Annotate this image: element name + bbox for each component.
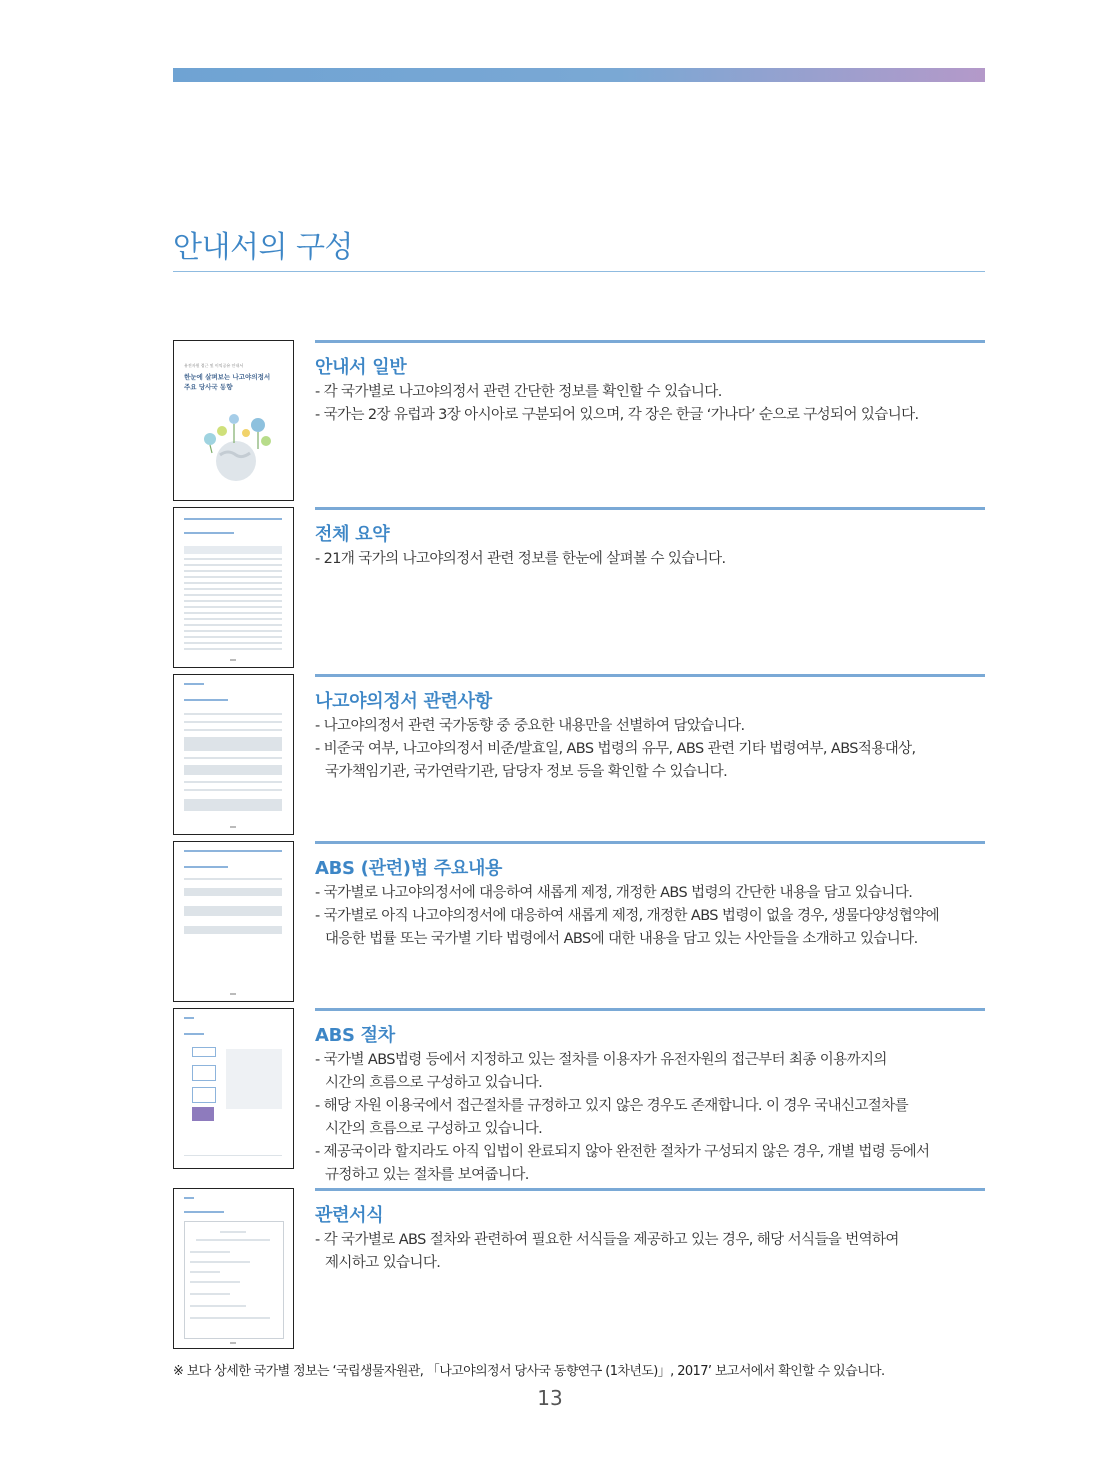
- thumbnail-nagoya-matters: [173, 674, 294, 835]
- thumbnail-cover-title-line1: 한눈에 살펴보는 나고야의정서: [184, 373, 271, 381]
- section-content: [315, 1188, 985, 1275]
- section-line: 국가책임기관, 국가연락기관, 담당자 정보 등을 확인할 수 있습니다.: [325, 764, 728, 780]
- section-rule: [315, 1008, 985, 1011]
- section-line: - 국가는 2장 유럽과 3장 아시아로 구분되어 있으며, 각 장은 한글 ‘가나다’ 순으로 구성되어 있습니다.: [315, 407, 919, 423]
- section-abs-law: [173, 841, 985, 1003]
- globe-flowers-icon: [196, 403, 276, 483]
- section-guide-general: [173, 340, 985, 502]
- section-abs-procedure: [173, 1008, 985, 1183]
- section-rule: [315, 841, 985, 844]
- section-line: - 각 국가별로 나고야의정서 관련 간단한 정보를 확인할 수 있습니다.: [315, 384, 722, 400]
- section-heading: 나고야의정서 관련사항: [315, 691, 492, 712]
- section-content: [315, 841, 985, 951]
- footnote: ※ 보다 상세한 국가별 정보는 ‘국립생물자원관, 「나고야의정서 당사국 동향연구 (1차년도)」, 2017’ 보고서에서 확인할 수 있습니다.: [173, 1364, 885, 1379]
- thumbnail-forms: [173, 1188, 294, 1349]
- section-line: - 비준국 여부, 나고야의정서 비준/발효일, ABS 법령의 유무, ABS 관련 기타 법령여부, ABS적용대상,: [315, 741, 916, 757]
- section-rule: [315, 340, 985, 343]
- thumbnail-abs-procedure: [173, 1008, 294, 1169]
- section-forms: [173, 1188, 985, 1350]
- section-line: 시간의 흐름으로 구성하고 있습니다.: [325, 1121, 543, 1137]
- thumbnail-cover-small-text: 유전자원 접근 및 이익공유 안내서: [184, 363, 244, 368]
- section-line: 규정하고 있는 절차를 보여줍니다.: [325, 1167, 529, 1183]
- thumbnail-summary-table: [173, 507, 294, 668]
- section-line: - 나고야의정서 관련 국가동향 중 중요한 내용만을 선별하여 담았습니다.: [315, 718, 745, 734]
- section-line: - 각 국가별로 ABS 절차와 관련하여 필요한 서식들을 제공하고 있는 경우, 해당 서식들을 번역하여: [315, 1232, 899, 1248]
- page-title: 안내서의 구성: [173, 230, 353, 265]
- thumbnail-cover-title-line2: 주요 당사국 동향: [184, 383, 233, 391]
- section-line: - 국가별 ABS법령 등에서 지정하고 있는 절차를 이용자가 유전자원의 접근부터 최종 이용까지의: [315, 1052, 887, 1068]
- section-content: [315, 340, 985, 427]
- section-line: - 국가별로 나고야의정서에 대응하여 새롭게 제정, 개정한 ABS 법령의 간단한 내용을 담고 있습니다.: [315, 885, 913, 901]
- section-line: - 21개 국가의 나고야의정서 관련 정보를 한눈에 살펴볼 수 있습니다.: [315, 551, 726, 567]
- page-number: 13: [537, 1386, 563, 1410]
- section-rule: [315, 674, 985, 677]
- title-divider: [173, 271, 985, 272]
- section-content: [315, 507, 985, 571]
- section-line: - 국가별로 아직 나고야의정서에 대응하여 새롭게 제정, 개정한 ABS 법령이 없을 경우, 생물다양성협약에: [315, 908, 940, 924]
- section-line: - 해당 자원 이용국에서 접근절차를 규정하고 있지 않은 경우도 존재합니다. 이 경우 국내신고절차를: [315, 1098, 909, 1114]
- section-line: 대응한 법률 또는 국가별 기타 법령에서 ABS에 대한 내용을 담고 있는 사안들을 소개하고 있습니다.: [325, 931, 918, 947]
- section-content: [315, 674, 985, 784]
- section-nagoya-matters: [173, 674, 985, 836]
- thumbnail-cover: [173, 340, 294, 501]
- section-rule: [315, 1188, 985, 1191]
- section-heading: 관련서식: [315, 1205, 384, 1226]
- section-line: 시간의 흐름으로 구성하고 있습니다.: [325, 1075, 543, 1091]
- section-rule: [315, 507, 985, 510]
- section-summary: [173, 507, 985, 669]
- thumbnail-abs-law: [173, 841, 294, 1002]
- section-content: [315, 1008, 985, 1187]
- section-line: 제시하고 있습니다.: [325, 1255, 441, 1271]
- section-heading: 전체 요약: [315, 524, 390, 545]
- section-heading: ABS (관련)법 주요내용: [315, 858, 503, 879]
- section-heading: 안내서 일반: [315, 357, 407, 378]
- top-gradient-bar: [173, 68, 985, 82]
- section-heading: ABS 절차: [315, 1025, 395, 1046]
- section-line: - 제공국이라 할지라도 아직 입법이 완료되지 않아 완전한 절차가 구성되지 않은 경우, 개별 법령 등에서: [315, 1144, 930, 1160]
